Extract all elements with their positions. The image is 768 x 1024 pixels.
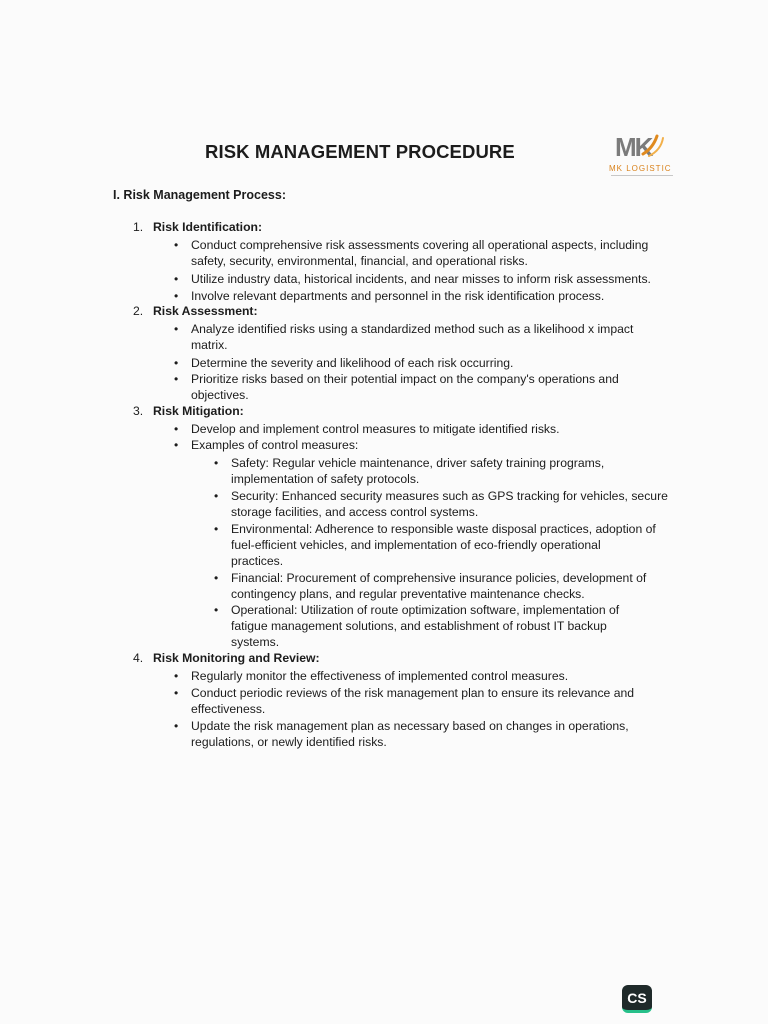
document-title: RISK MANAGEMENT PROCEDURE — [205, 141, 515, 162]
list-item: • Conduct periodic reviews of the risk management plan to ensure its relevance and effectiveness. — [191, 685, 691, 717]
sub-list-item: • Security: Enhanced security measures such as GPS tracking for vehicles, secure storage facilities, and access control systems. — [231, 488, 691, 520]
list-item: • Conduct comprehensive risk assessments covering all operational aspects, including safety, security, environmental, financial, and operational risks. — [191, 237, 691, 269]
step-heading: 2. Risk Assessment: — [133, 304, 258, 318]
list-item: • Update the risk management plan as necessary based on changes in operations, regulations, or newly identified risks. — [191, 718, 691, 750]
list-item: • Examples of control measures: — [191, 437, 691, 453]
step-heading: 4. Risk Monitoring and Review: — [133, 651, 320, 665]
logo-mark: MK — [615, 132, 652, 162]
logo-brand-text: MK LOGISTIC — [609, 164, 672, 173]
list-item: • Analyze identified risks using a standardized method such as a likelihood x impact matrix. — [191, 321, 691, 353]
sub-list-item: • Environmental: Adherence to responsible waste disposal practices, adoption of fuel-efficient vehicles, and implementation of eco-friendly operational practices. — [231, 521, 691, 569]
sub-list-item: • Financial: Procurement of comprehensive insurance policies, development of contingency plans, and regular preventative maintenance checks. — [231, 570, 691, 602]
sub-list-item: • Safety: Regular vehicle maintenance, driver safety training programs, implementation of safety protocols. — [231, 455, 691, 487]
step-heading: 3. Risk Mitigation: — [133, 404, 244, 418]
sub-list-item: • Operational: Utilization of route optimization software, implementation of fatigue management solutions, and establishment of robust IT backup systems. — [231, 602, 691, 650]
list-item: • Regularly monitor the effectiveness of implemented control measures. — [191, 668, 691, 684]
camscanner-badge[interactable]: CS — [622, 985, 652, 1013]
company-logo — [605, 132, 685, 180]
logo-swoosh-icon — [639, 132, 667, 160]
list-item: • Prioritize risks based on their potential impact on the company's operations and objectives. — [191, 371, 691, 403]
step-heading: 1. Risk Identification: — [133, 220, 263, 234]
logo-tagline-line — [611, 175, 673, 176]
section-heading: I. Risk Management Process: — [113, 188, 286, 202]
list-item: • Involve relevant departments and personnel in the risk identification process. — [191, 288, 691, 304]
list-item: • Determine the severity and likelihood of each risk occurring. — [191, 355, 691, 371]
list-item: • Develop and implement control measures to mitigate identified risks. — [191, 421, 691, 437]
list-item: • Utilize industry data, historical incidents, and near misses to inform risk assessments. — [191, 271, 691, 287]
